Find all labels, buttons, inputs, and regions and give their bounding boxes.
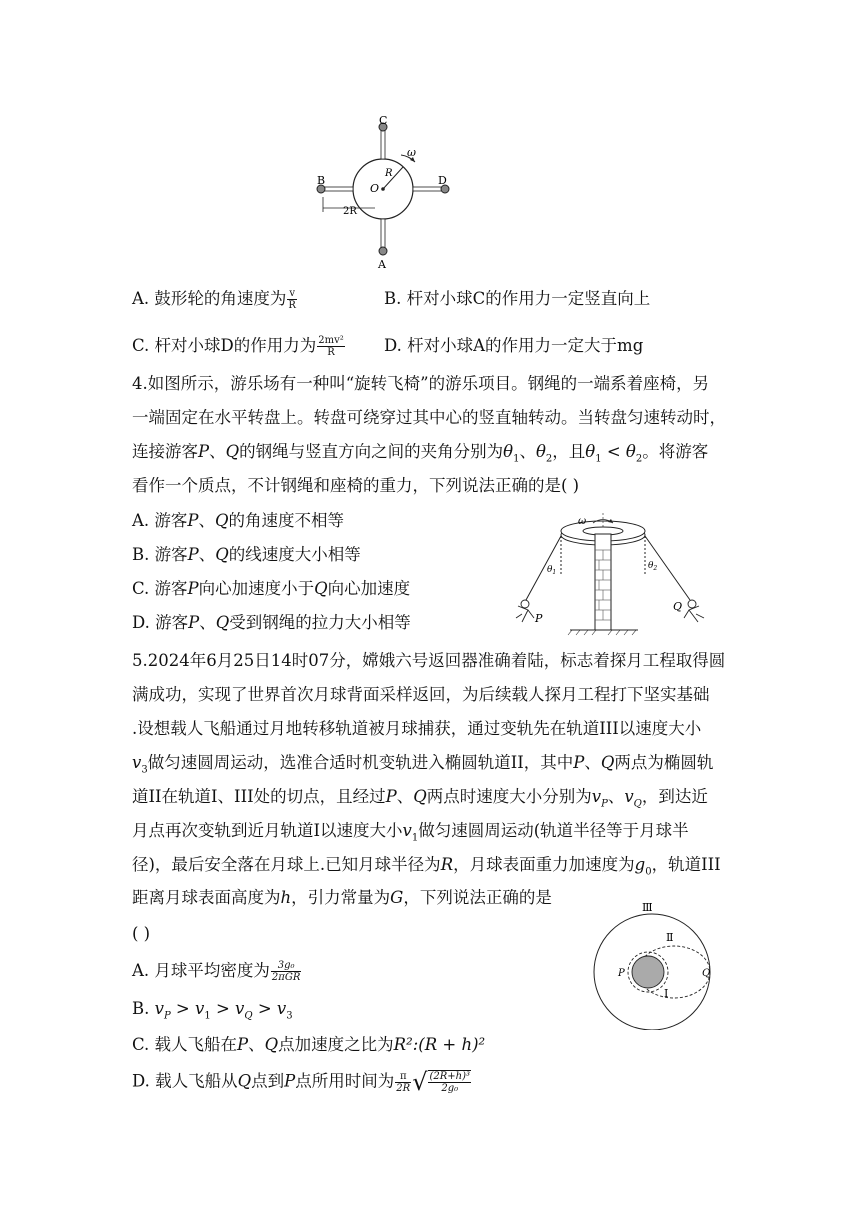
label-A: A — [378, 258, 386, 271]
label-O: O — [370, 182, 380, 195]
q4-line-2: 一端固定在水平转盘上。转盘可绕穿过其中心的竖直轴转动。当转盘匀速转动时， — [132, 408, 726, 427]
orbit-figure — [590, 898, 720, 1030]
label-orbit-III: Ⅲ — [642, 901, 653, 914]
label-Q: Q — [673, 600, 683, 613]
swing-ride-figure — [508, 510, 740, 638]
label-C: C — [379, 114, 388, 127]
sqrt-sign: √ — [412, 1068, 428, 1096]
q5-answer-bracket: ( ) — [132, 924, 151, 943]
label-Q: Q — [702, 968, 711, 979]
q4-line-3: 连接游客P、Q的钢绳与竖直方向之间的夹角分别为$\theta_1$、$\theta_2$，且$\theta_1 < \theta_2$。将游客 — [132, 442, 709, 465]
q5-line-3: .设想载人飞船通过月地转移轨道被月球捕获，通过变轨先在轨道III以速度大小 — [132, 719, 702, 738]
label-orbit-II: Ⅱ — [666, 931, 674, 944]
q5-line-5: 道II在轨道I、III处的切点，且经过P、Q两点时速度大小分别为$v_P$、$v_Q$，到达近 — [132, 787, 708, 810]
label-D: D — [438, 174, 447, 187]
q5-line-2: 满成功，实现了世界首次月球背面采样返回，为后续载人探月工程打下坚实基础 — [132, 685, 710, 704]
q5-line-1: 5.2024年6月25日14时07分，嫦娥六号返回器准确着陆，标志着探月工程取得圆 — [132, 651, 726, 670]
q3-option-c: C. 杆对小球D的作用力为 $\frac{\text{2mv²}}{R}$ — [132, 335, 344, 358]
q5-option-a: A. 月球平均密度为 $\frac{\text{3g₀}}{\text{2πGR}}$ — [132, 960, 301, 983]
q5-line-8: 距离月球表面高度为h，引力常量为G，下列说法正确的是 — [132, 888, 552, 907]
label-omega: ω — [407, 146, 416, 159]
q4-option-c: C. 游客P向心加速度小于Q向心加速度 — [132, 579, 411, 598]
label-P: P — [535, 612, 543, 625]
q5-line-6: 月点再次变轨到近月轨道I以速度大小$v_1$做匀速圆周运动(轨道半径等于月球半 — [132, 821, 689, 844]
fraction: $\frac{\text{2mv²}}{R}$ — [318, 335, 344, 358]
label-B: B — [317, 174, 326, 187]
q3-option-d: D. 杆对小球A的作用力一定大于mg — [384, 336, 644, 355]
drum-wheel-figure — [305, 112, 465, 272]
q4-option-a: A. 游客P、Q的角速度不相等 — [132, 511, 345, 530]
label-theta2: $\theta_2$ — [648, 561, 658, 572]
fraction: $\frac{\pi}{2R}$ — [396, 1070, 411, 1094]
fraction: $\frac{\text{(2R+h)³}}{\text{2g₀}}$ — [429, 1071, 471, 1094]
q3-option-a: A. 鼓形轮的角速度为 $\frac{v}{R}$ — [132, 288, 296, 311]
q4-option-b: B. 游客P、Q的线速度大小相等 — [132, 545, 361, 564]
q5-line-4: $v_3$做匀速圆周运动，选准合适时机变轨进入椭圆轨道II，其中P、Q两点为椭圆轨 — [132, 753, 714, 776]
fraction: $\frac{v}{R}$ — [288, 288, 296, 311]
q4-line-4: 看作一个质点，不计钢绳和座椅的重力，下列说法正确的是( ) — [132, 476, 580, 495]
q3-option-b: B. 杆对小球C的作用力一定竖直向上 — [384, 289, 651, 308]
label-theta1: $\theta_1$ — [547, 565, 557, 576]
q5-option-d: D. 载人飞船从Q点到P点所用时间为 $\frac{\pi}{2R}$ √ $\frac{\text{(2R+h)³}}{\text{2g₀}}$ — [132, 1068, 471, 1096]
q5-option-b: B. $v_P > v_1 > v_Q > v_3$ — [132, 999, 293, 1022]
label-R: R — [385, 168, 393, 179]
q4-line-1: 4.如图所示，游乐场有一种叫“旋转飞椅”的游乐项目。钢绳的一端系着座椅，另 — [132, 374, 710, 393]
q5-line-7: 径)，最后安全落在月球上.已知月球半径为R，月球表面重力加速度为$g_0$，轨道III — [132, 855, 721, 878]
q4-option-d: D. 游客P、Q受到钢绳的拉力大小相等 — [132, 613, 411, 632]
label-2R: 2R — [343, 206, 357, 217]
label-P: P — [618, 968, 625, 979]
label-orbit-I: Ⅰ — [664, 987, 669, 1000]
fraction: $\frac{\text{3g₀}}{\text{2πGR}}$ — [271, 960, 301, 983]
q5-option-c: C. 载人飞船在P、Q点加速度之比为R²:(R + h)² — [132, 1035, 486, 1054]
label-omega: ω — [578, 516, 587, 527]
